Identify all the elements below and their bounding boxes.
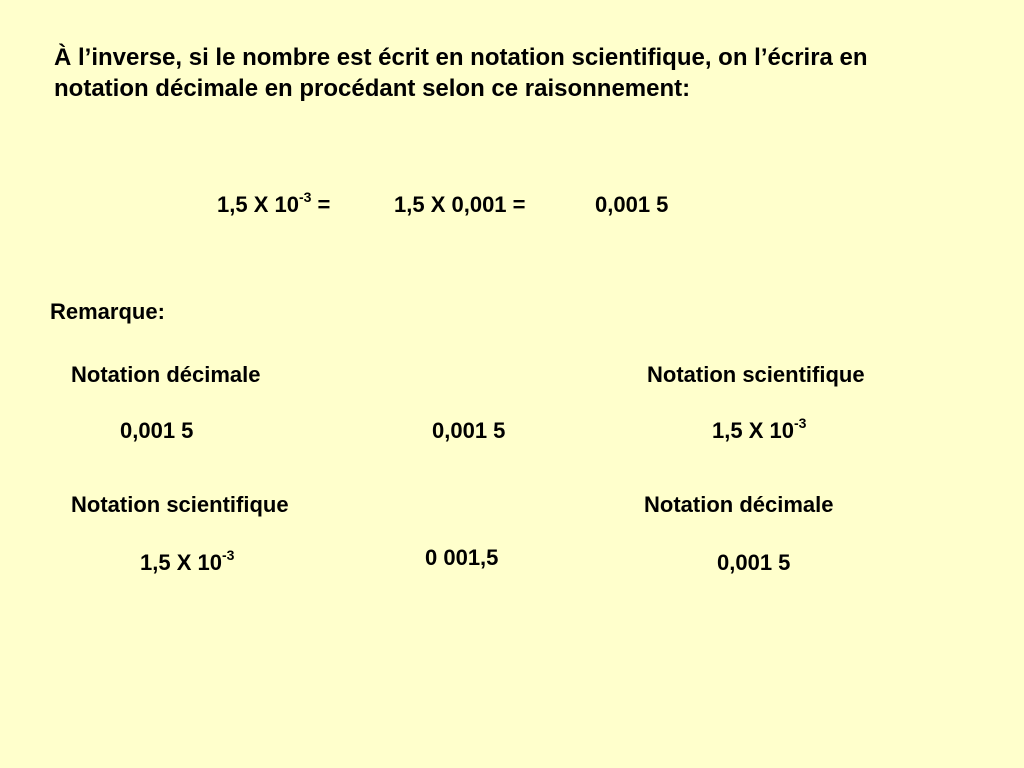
intro-paragraph: À l’inverse, si le nombre est écrit en notation scientifique, on l’écrira en notation décimale en procédant selon ce raisonnement: [54,44,868,102]
remark-label: Remarque: [50,299,165,324]
equation-part-2: 1,5 X 0,001 = [394,192,526,217]
row1-right-value-exponent: -3 [793,415,807,431]
row2-right-heading: Notation décimale [644,492,834,517]
equation-part-3: 0,001 5 [595,192,669,217]
row2-left-value-base: 1,5 X 10 [140,550,222,575]
row1-left-value: 0,001 5 [120,418,194,443]
row2-middle-value: 0 001,5 [425,545,499,570]
row1-right-value [712,415,807,444]
row1-right-heading: Notation scientifique [647,362,865,387]
row2-left-heading: Notation scientifique [71,492,289,517]
row1-left-heading: Notation décimale [71,362,261,387]
row2-left-value-exponent: -3 [221,547,235,563]
row2-right-value: 0,001 5 [717,550,791,575]
equation-exponent: -3 [298,189,312,205]
equation-part-1 [217,189,331,218]
row1-middle-value: 0,001 5 [432,418,506,443]
row2-left-value [140,547,235,576]
equation-equals: = [317,192,331,217]
row1-right-value-base: 1,5 X 10 [712,418,794,443]
equation-base: 1,5 X 10 [217,192,299,217]
